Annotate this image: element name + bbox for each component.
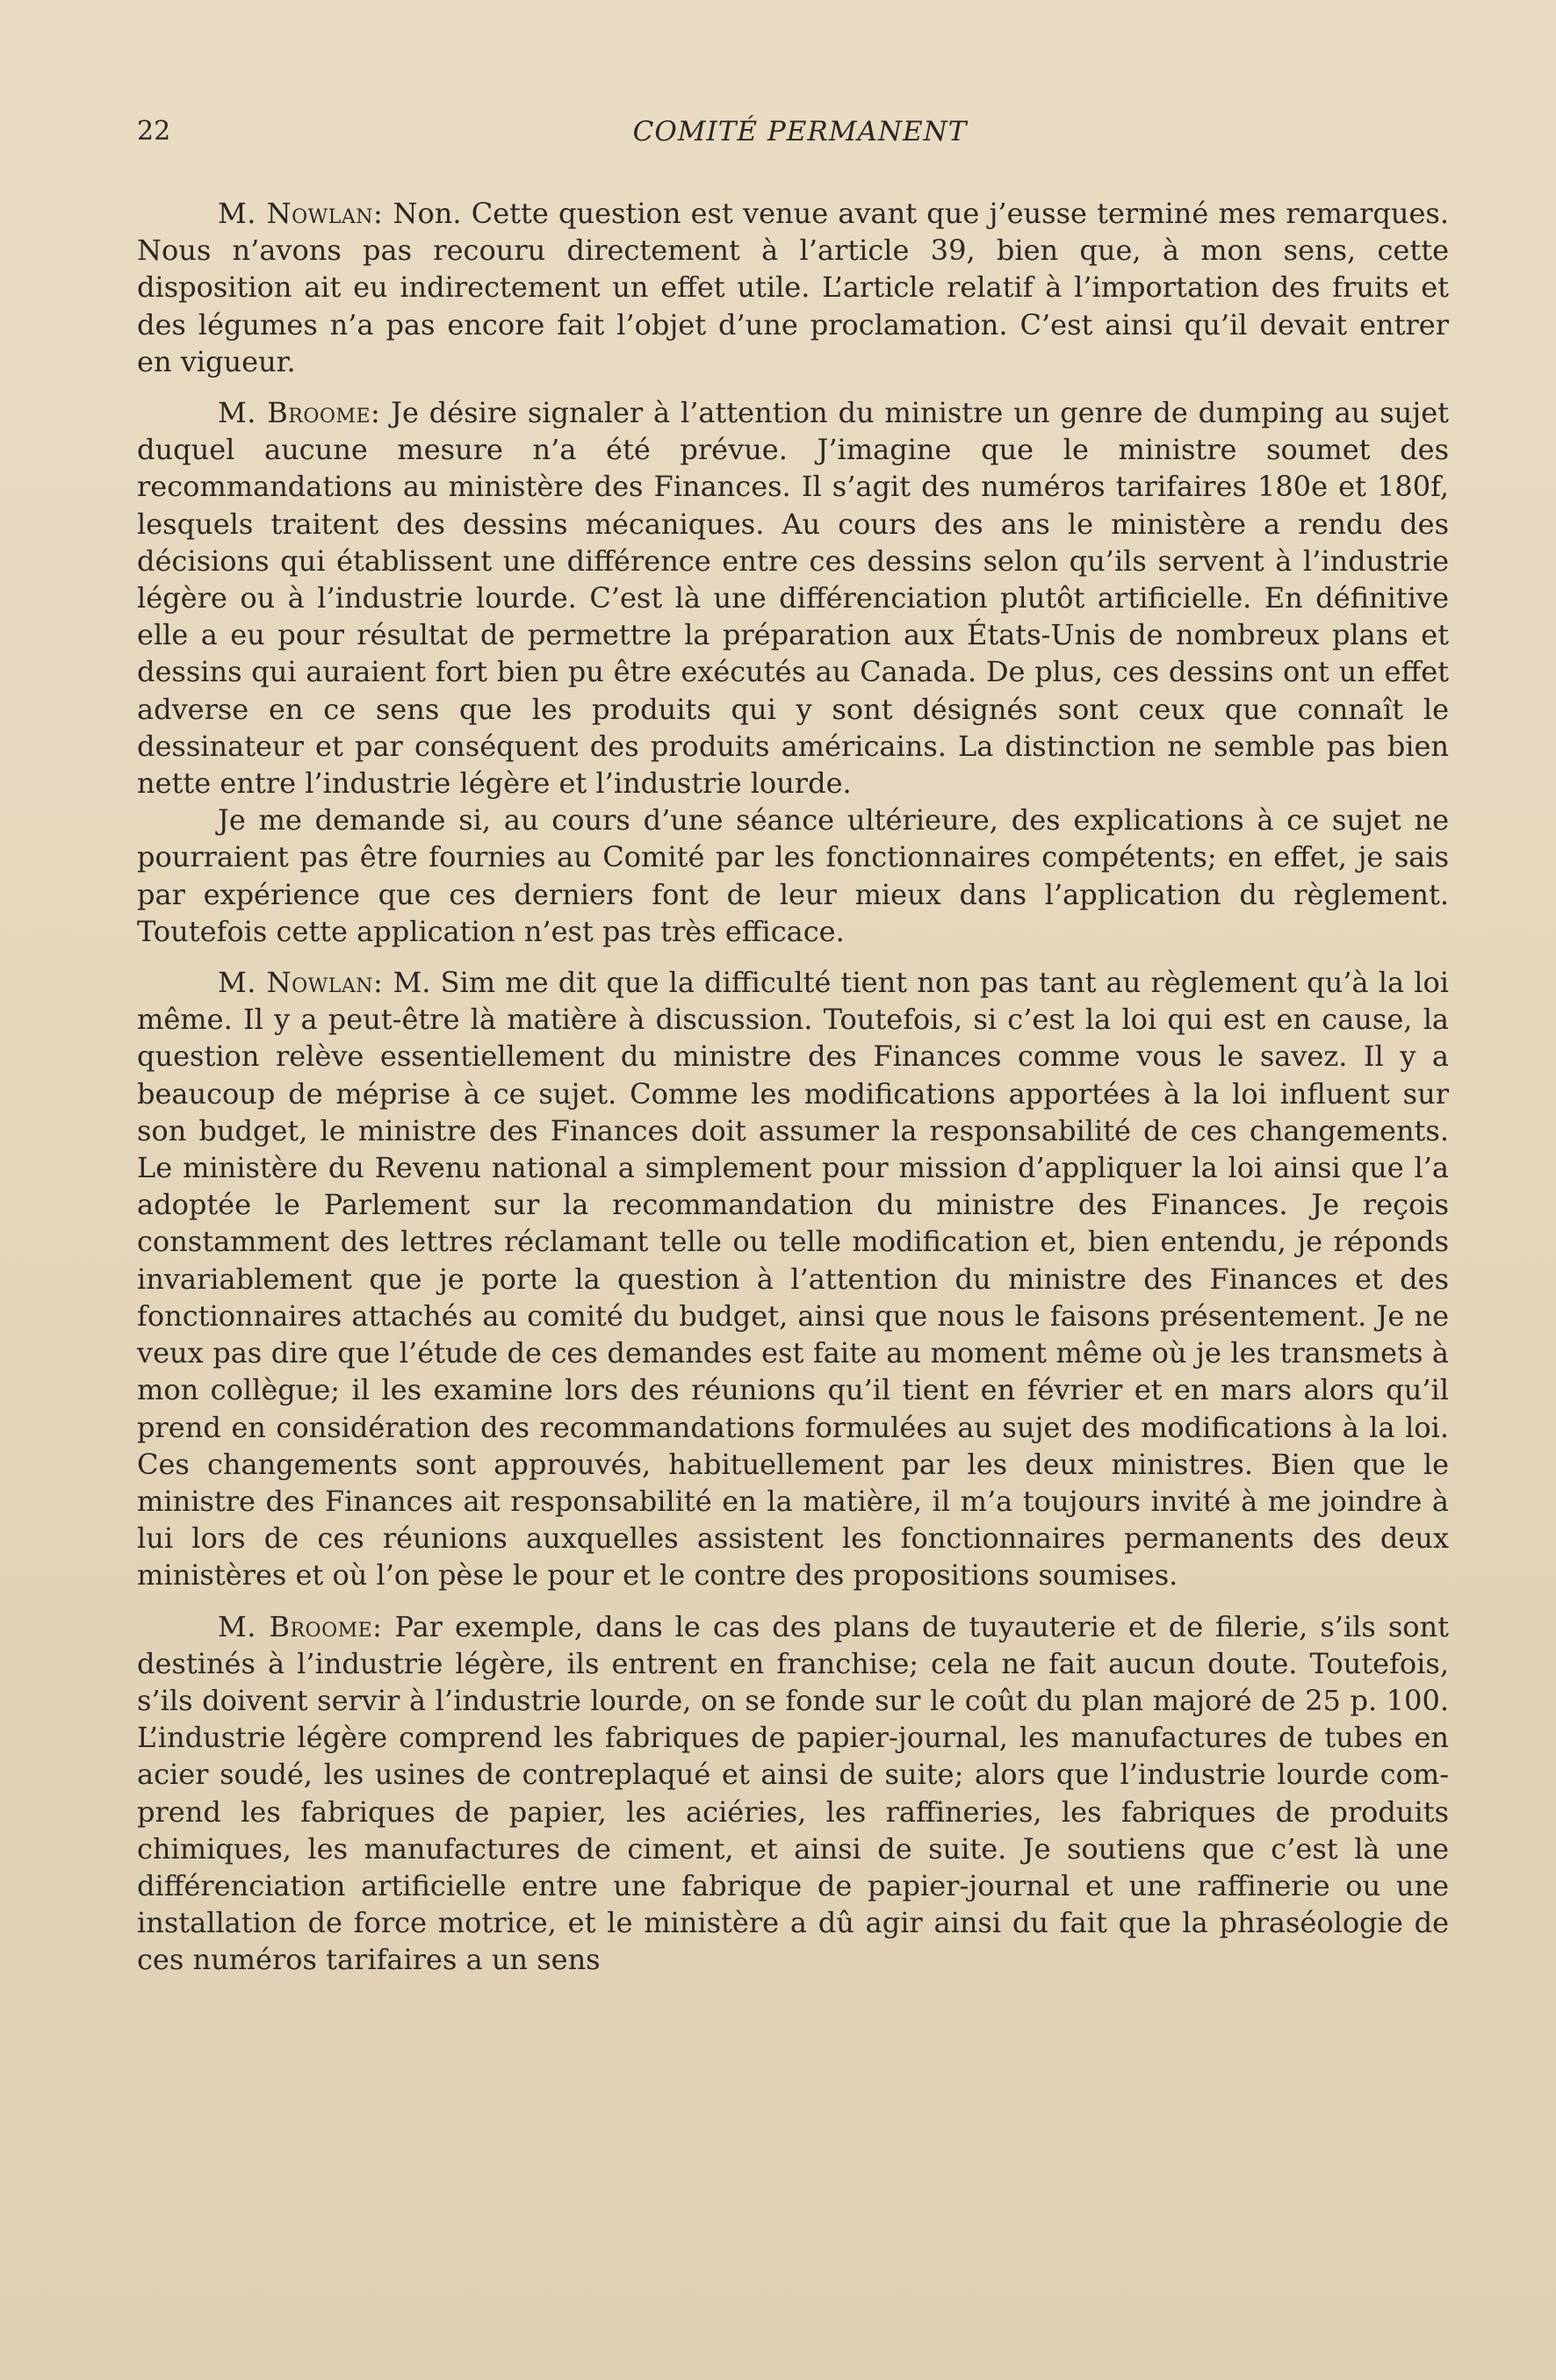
paragraph-broome-2	[137, 802, 1449, 950]
paragraph-nowlan-1	[137, 195, 1449, 380]
paragraph-text: Non. Cette question est venue avant que j’eusse terminé mes remarques. Nous n’avons pas recouru directement à l’article 39, bien que, à mon sens, cette disposition ait eu indirectement un effet utile. L’article relatif à l’importation des fruits et des légumes n’a pas encore fait l’objet d’une proclamation. C’est ainsi qu’il devait entrer en vigueur.	[137, 197, 1449, 378]
paragraph-text: Je désire signaler à l’attention du ministre un genre de dumping au sujet duquel aucune mesure n’a été prévue. J’imagine que le ministre soumet des recommandations au ministère des Finances. Il s’agit des numéros tarifaires 180e et 180f, lesquels traitent des dessins mécaniques. Au cours des ans le ministère a rendu des décisions qui établissent une différence entre ces dessins selon qu’ils servent à l’industrie légère ou à l’industrie lourde. C’est là une différenciation plutôt artificielle. En définitive elle a eu pour résultat de permettre la préparation aux États-Unis de nombreux plans et dessins qui auraient fort bien pu être exécutés au Canada. De plus, ces dessins ont un effet adverse en ce sens que les produits qui y sont désignés sont ceux que connaît le dessinateur et par conséquent des produits américains. La distinction ne semble pas bien nette entre l’industrie légère et l’industrie lourde.	[137, 396, 1449, 801]
page-header	[137, 116, 1463, 160]
speaker-name: M. Broome:	[218, 396, 381, 430]
paragraph-text: Par exemple, dans le cas des plans de tuyauterie et de filerie, s’ils sont destinés à l’industrie légère, ils entrent en franchise; cela ne fait aucun doute. Toutefois, s’ils doivent servir à l’industrie lourde, on se fonde sur le coût du plan majoré de 25 p. 100. L’industrie légère comprend les fabriques de papier-journal, les manufactures de tubes en acier soudé, les usines de contreplaqué et ainsi de suite; alors que l’industrie lourde comprend les fabriques de papier, les aciéries, les raffineries, les fabriques de produits chimiques, les manufactures de ciment, et ainsi de suite. Je soutiens que c’est là une différenciation artificielle entre une fabrique de papier-journal et une raffinerie ou une installation de force motrice, et le ministère a dû agir ainsi du fait que la phraséologie de ces numéros tarifaires a un sens	[137, 1609, 1449, 1977]
paragraph-nowlan-2	[137, 964, 1449, 1593]
paragraph-broome-1	[137, 394, 1449, 802]
paragraph-broome-3	[137, 1608, 1449, 1979]
speaker-name: M. Broome:	[218, 1609, 383, 1643]
page-number: 22	[137, 116, 171, 147]
speaker-name: M. Nowlan:	[218, 966, 384, 1000]
paragraph-text: M. Sim me dit que la difficulté tient non pas tant au règlement qu’à la loi même. Il y a peut-être là matière à discussion. Toutefois, si c’est la loi qui est en cause, la question relève essentiellement du ministre des Finances comme vous le savez. Il y a beaucoup de méprise à ce sujet. Comme les modifications apportées à la loi influent sur son budget, le ministre des Finances doit assumer la responsabilité de ces changements. Le ministère du Revenu national a simplement pour mission d’appliquer la loi ainsi que l’a adoptée le Parlement sur la recommandation du ministre des Finances. Je reçois constamment des lettres réclamant telle ou telle modification et, bien entendu, je réponds invariablement que je porte la question à l’attention du ministre des Finances et des fonctionnaires attachés au comité du budget, ainsi que nous le faisons présentement. Je ne veux pas dire que l’étude de ces demandes est faite au moment même où je les transmets à mon collègue; il les examine lors des réunions qu’il tient en février et en mars alors qu’il prend en considération des recommandations formulées au sujet des modifications à la loi. Ces changements sont approuvés, habituellement par les deux ministres. Bien que le ministre des Finances ait responsabilité en la matière, il m’a toujours invité à me joindre à lui lors de ces réunions auxquelles assistent les fonctionnaires permanents des deux ministères et où l’on pèse le pour et le contre des propositions soumises.	[137, 966, 1450, 1593]
speaker-name: M. Nowlan:	[218, 197, 384, 230]
running-title: COMITÉ PERMANENT	[632, 116, 968, 147]
paragraph-text: Je me demande si, au cours d’une séance ultérieure, des explications à ce sujet ne pourraient pas être fournies au Comité par les fonctionnaires compétents; en effet, je sais par expérience que ces derniers font de leur mieux dans l’application du règlement. Toutefois cette application n’est pas très efficace.	[137, 803, 1449, 948]
body-text	[137, 195, 1449, 1979]
